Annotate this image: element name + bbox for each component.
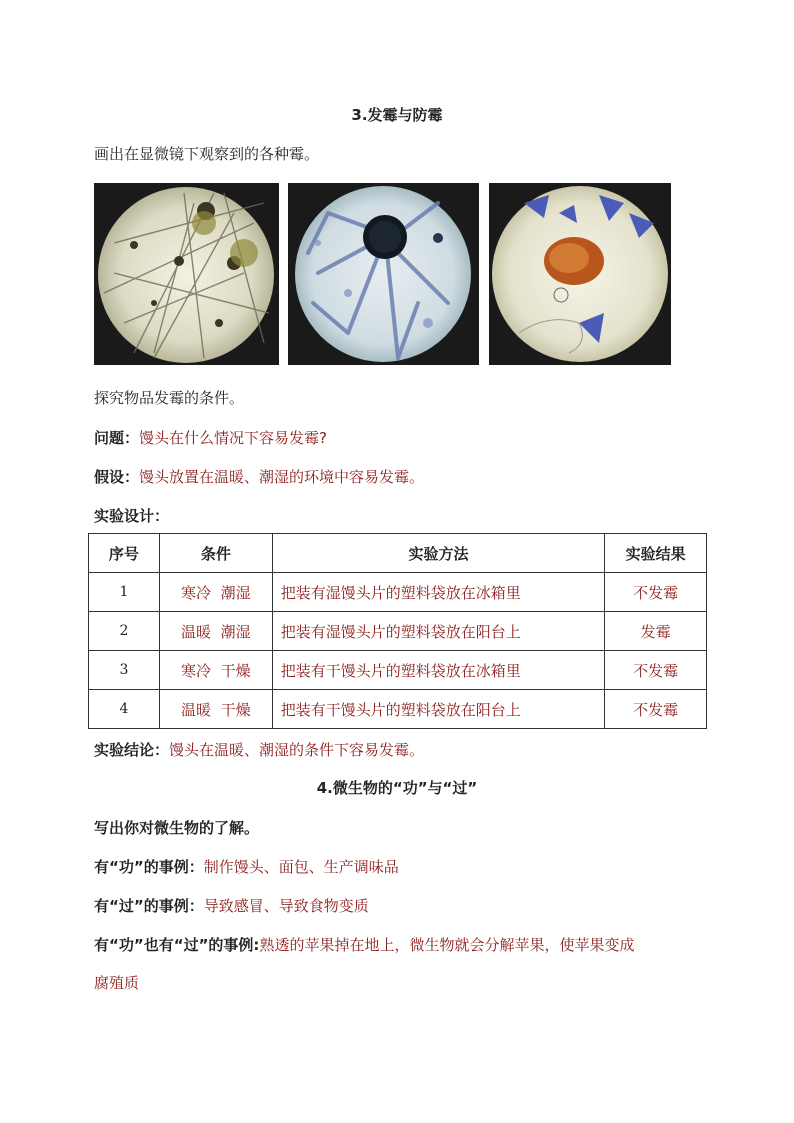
merit-label: 有“功”的事例： <box>94 858 204 876</box>
microscope-image-3 <box>489 183 671 365</box>
header-number: 序号 <box>89 534 160 573</box>
conclusion-answer: 馒头在温暖、潮湿的条件下容易发霉。 <box>169 741 425 759</box>
conclusion-label: 实验结论： <box>94 741 170 759</box>
header-result: 实验结果 <box>605 534 707 573</box>
hypothesis-answer: 馒头放置在温暖、潮湿的环境中容易发霉。 <box>139 468 425 486</box>
question-answer: 馒头在什么情况下容易发霉? <box>139 429 327 447</box>
explore-text: 探究物品发霉的条件。 <box>94 389 245 407</box>
row-number: 1 <box>89 573 160 612</box>
row-result: 不发霉 <box>605 651 707 690</box>
row-result: 不发霉 <box>605 573 707 612</box>
table-row <box>89 573 707 612</box>
microscope-instruction: 画出在显微镜下观察到的各种霉。 <box>94 145 320 163</box>
fault-line <box>94 896 369 916</box>
merit-line <box>94 857 399 877</box>
row-condition: 寒冷 干燥 <box>159 651 272 690</box>
row-number: 2 <box>89 612 160 651</box>
conclusion-line <box>94 740 424 760</box>
row-condition: 寒冷 潮湿 <box>159 573 272 612</box>
row-method: 把装有湿馒头片的塑料袋放在阳台上 <box>272 612 604 651</box>
both-line <box>94 935 634 955</box>
hypothesis-label: 假设： <box>94 468 140 486</box>
fault-answer: 导致感冒、导致食物变质 <box>203 897 369 915</box>
merit-answer: 制作馒头、面包、生产调味品 <box>203 858 399 876</box>
question-line <box>94 428 327 448</box>
section3-title: 3.发霉与防霉 <box>351 106 443 124</box>
hypothesis-line <box>94 467 424 487</box>
microscope-image-1 <box>94 183 279 365</box>
table-header-row <box>89 534 707 573</box>
row-condition: 温暖 潮湿 <box>159 612 272 651</box>
header-method: 实验方法 <box>272 534 604 573</box>
row-number: 4 <box>89 690 160 729</box>
both-label: 有“功”也有“过”的事例: <box>94 936 260 954</box>
experiment-table <box>88 533 707 729</box>
row-method: 把装有湿馒头片的塑料袋放在冰箱里 <box>272 573 604 612</box>
row-method: 把装有干馒头片的塑料袋放在冰箱里 <box>272 651 604 690</box>
both-answer-line2: 腐殖质 <box>94 974 140 992</box>
design-label: 实验设计： <box>94 507 170 525</box>
row-result: 发霉 <box>605 612 707 651</box>
table-row <box>89 612 707 651</box>
header-condition: 条件 <box>159 534 272 573</box>
microbe-instruction: 写出你对微生物的了解。 <box>94 819 260 837</box>
microscope-image-2 <box>288 183 479 365</box>
row-result: 不发霉 <box>605 690 707 729</box>
fault-label: 有“过”的事例： <box>94 897 204 915</box>
table-row <box>89 651 707 690</box>
row-number: 3 <box>89 651 160 690</box>
section4-title: 4.微生物的“功”与“过” <box>316 779 478 797</box>
row-method: 把装有干馒头片的塑料袋放在阳台上 <box>272 690 604 729</box>
question-label: 问题： <box>94 429 140 447</box>
table-row <box>89 690 707 729</box>
both-answer-line1: 熟透的苹果掉在地上，微生物就会分解苹果，使苹果变成 <box>259 936 635 954</box>
row-condition: 温暖 干燥 <box>159 690 272 729</box>
